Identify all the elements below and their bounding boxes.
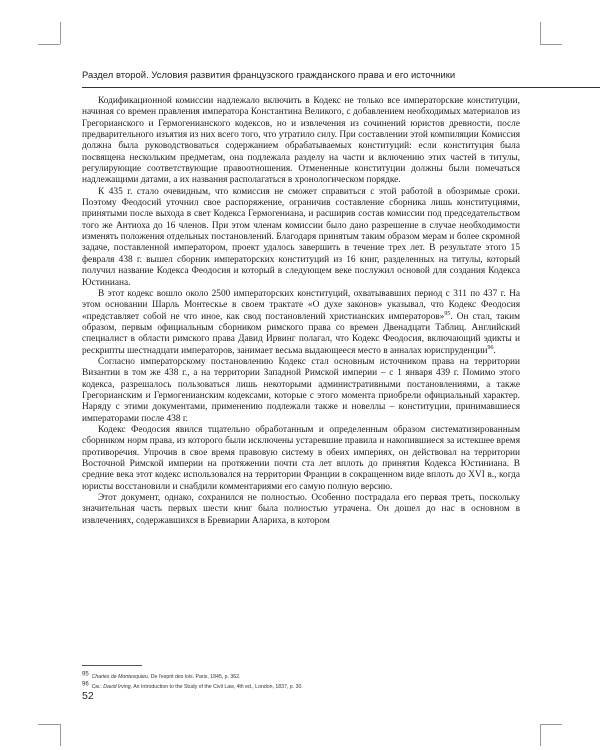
crop-mark xyxy=(60,724,61,746)
paragraph: Согласно императорскому постановлению Кодекс стал основным источником права на территории Византии в том же 438 г., а на территории Западной Римской империи – с 1 января 439 г. Помимо этого кодекса, разрешалось пользоваться лишь некоторыми административными постановлениями, а также Грегорианским и Гермогенианским кодексами, которые с этого момента приобрели официальный характер. Наряду с этими документами, применению подлежали также и новеллы – конституции, принимавшиеся императорами после 438 г. xyxy=(82,356,520,424)
footnote-text: , An Introduction to the Study of the Civil Law, 4th ed., London, 1837, p. 30. xyxy=(130,684,303,690)
crop-mark xyxy=(540,44,562,45)
crop-mark xyxy=(38,724,60,725)
footnote-mark: 95 xyxy=(82,671,89,678)
footnotes xyxy=(82,672,520,692)
paragraph: Кодификационной комиссии надлежало включить в Кодекс не только все императорские конституции, начиная со времен правления императора Константина Великого, с добавлением необходимых материалов из Грегорианского и Гермогенианского кодексов, но и извлечения из сочинений юристов древности, после предварительного изъятия из них всего того, что утратило силу. При составлении этой компиляции Комиссия должна была руководствоваться содержанием обрабатываемых конституций: если конституция была посвящена нескольким предметам, она подлежала разделу на части и включению этих частей в титулы, регулирующие соответствующие правоотношения. Отмененные конституции должны были помечаться надлежащими датами, а их названия располагаться в хронологическом порядке. xyxy=(82,96,520,186)
crop-mark xyxy=(540,724,562,725)
footnote-author: David Irving xyxy=(103,684,131,690)
crop-mark xyxy=(60,22,61,44)
footnote-author: Charles de Montesquieu xyxy=(91,674,148,680)
footnote-ref[interactable]: 96 xyxy=(487,344,494,351)
body-text xyxy=(82,96,520,527)
footnote xyxy=(82,672,520,682)
page-number: 52 xyxy=(82,690,94,702)
footnote-rule xyxy=(82,665,142,666)
crop-mark xyxy=(540,22,541,44)
crop-mark xyxy=(540,724,541,746)
paragraph: В этот кодекс вошло около 2500 императорских конституций, охватывавших период с 311 по 437 г. На этом основании Шарль Монтескье в своем трактате «О духе законов» указывал, что Кодекс Феодосия «представляет собой не что иное, как свод постановлений христианских императоров»$^{95}$. Он стал, таким образом, первым официальным сборником римского права со времен Двенадцати Таблиц. Английский специалист в области римского права Давид Ирвинг полагал, что Кодекс Феодосия, включающий эдикты и рескрипты шестнадцати императоров, занимает весьма выдающееся место в анналах юриспруденции$^{96}$. xyxy=(82,288,521,356)
footnote-mark: 96 xyxy=(82,681,89,688)
header-rule xyxy=(82,87,600,88)
paragraph: Этот документ, однако, сохранился не полностью. Особенно пострадала его первая треть, поскольку значительная часть первых шести книг была полностью утрачена. Он дошел до нас в основном в извлечениях, содержавшихся в Бревиарии Алариха, в котором xyxy=(82,493,520,526)
crop-mark xyxy=(38,44,60,45)
footnote xyxy=(82,682,520,692)
running-head: Раздел второй. Условия развития французского гражданского права и его источники xyxy=(82,69,456,80)
paragraph: К 435 г. стало очевидным, что комиссия не сможет справиться с этой работой в обозримые сроки. Поэтому Феодосий уточнил свое распоряжение, ограничив составление сборника лишь конституциями, принятыми после выхода в свет Кодекса Гермогениана, и расширив состав комиссии под председательством того же Антиоха до 16 членов. При этом членам комиссии было дано разрешение в случае необходимости изменять положения отдельных постановлений. Благодаря принятым таким образом мерам и более скромной задаче, поставленной императором, проект удалось завершить в течение трех лет. В результате этого 15 февраля 438 г. вышел сборник императорских конституций из 16 книг, разделенных на титулы, который получил название Кодекса Феодосия и который в следующем веке послужил основой для создания Кодекса Юстиниана. xyxy=(82,186,520,288)
footnote-prefix: См.: xyxy=(91,684,104,690)
paragraph: Кодекс Феодосия явился тщательно обработанным и определенным образом систематизированным сборником норм права, из которого были исключены устаревшие правила и накопившиеся за истекшее время противоречия. Упрочив в свое время правовую систему в обеих империях, он действовал на территории Восточной Римской империи на протяжении почти ста лет вплоть до принятия Кодекса Юстиниана. В средние века этот кодекс использовался на территории Франции в сокращенном виде вплоть до XVI в., когда юристы восстановили и снабдили комментариями его самую полную версию. xyxy=(82,424,520,492)
footnote-text: , De l'esprit des lois. Paris, 1845, p. 362. xyxy=(147,674,241,680)
footnote-ref[interactable]: 95 xyxy=(444,310,451,317)
